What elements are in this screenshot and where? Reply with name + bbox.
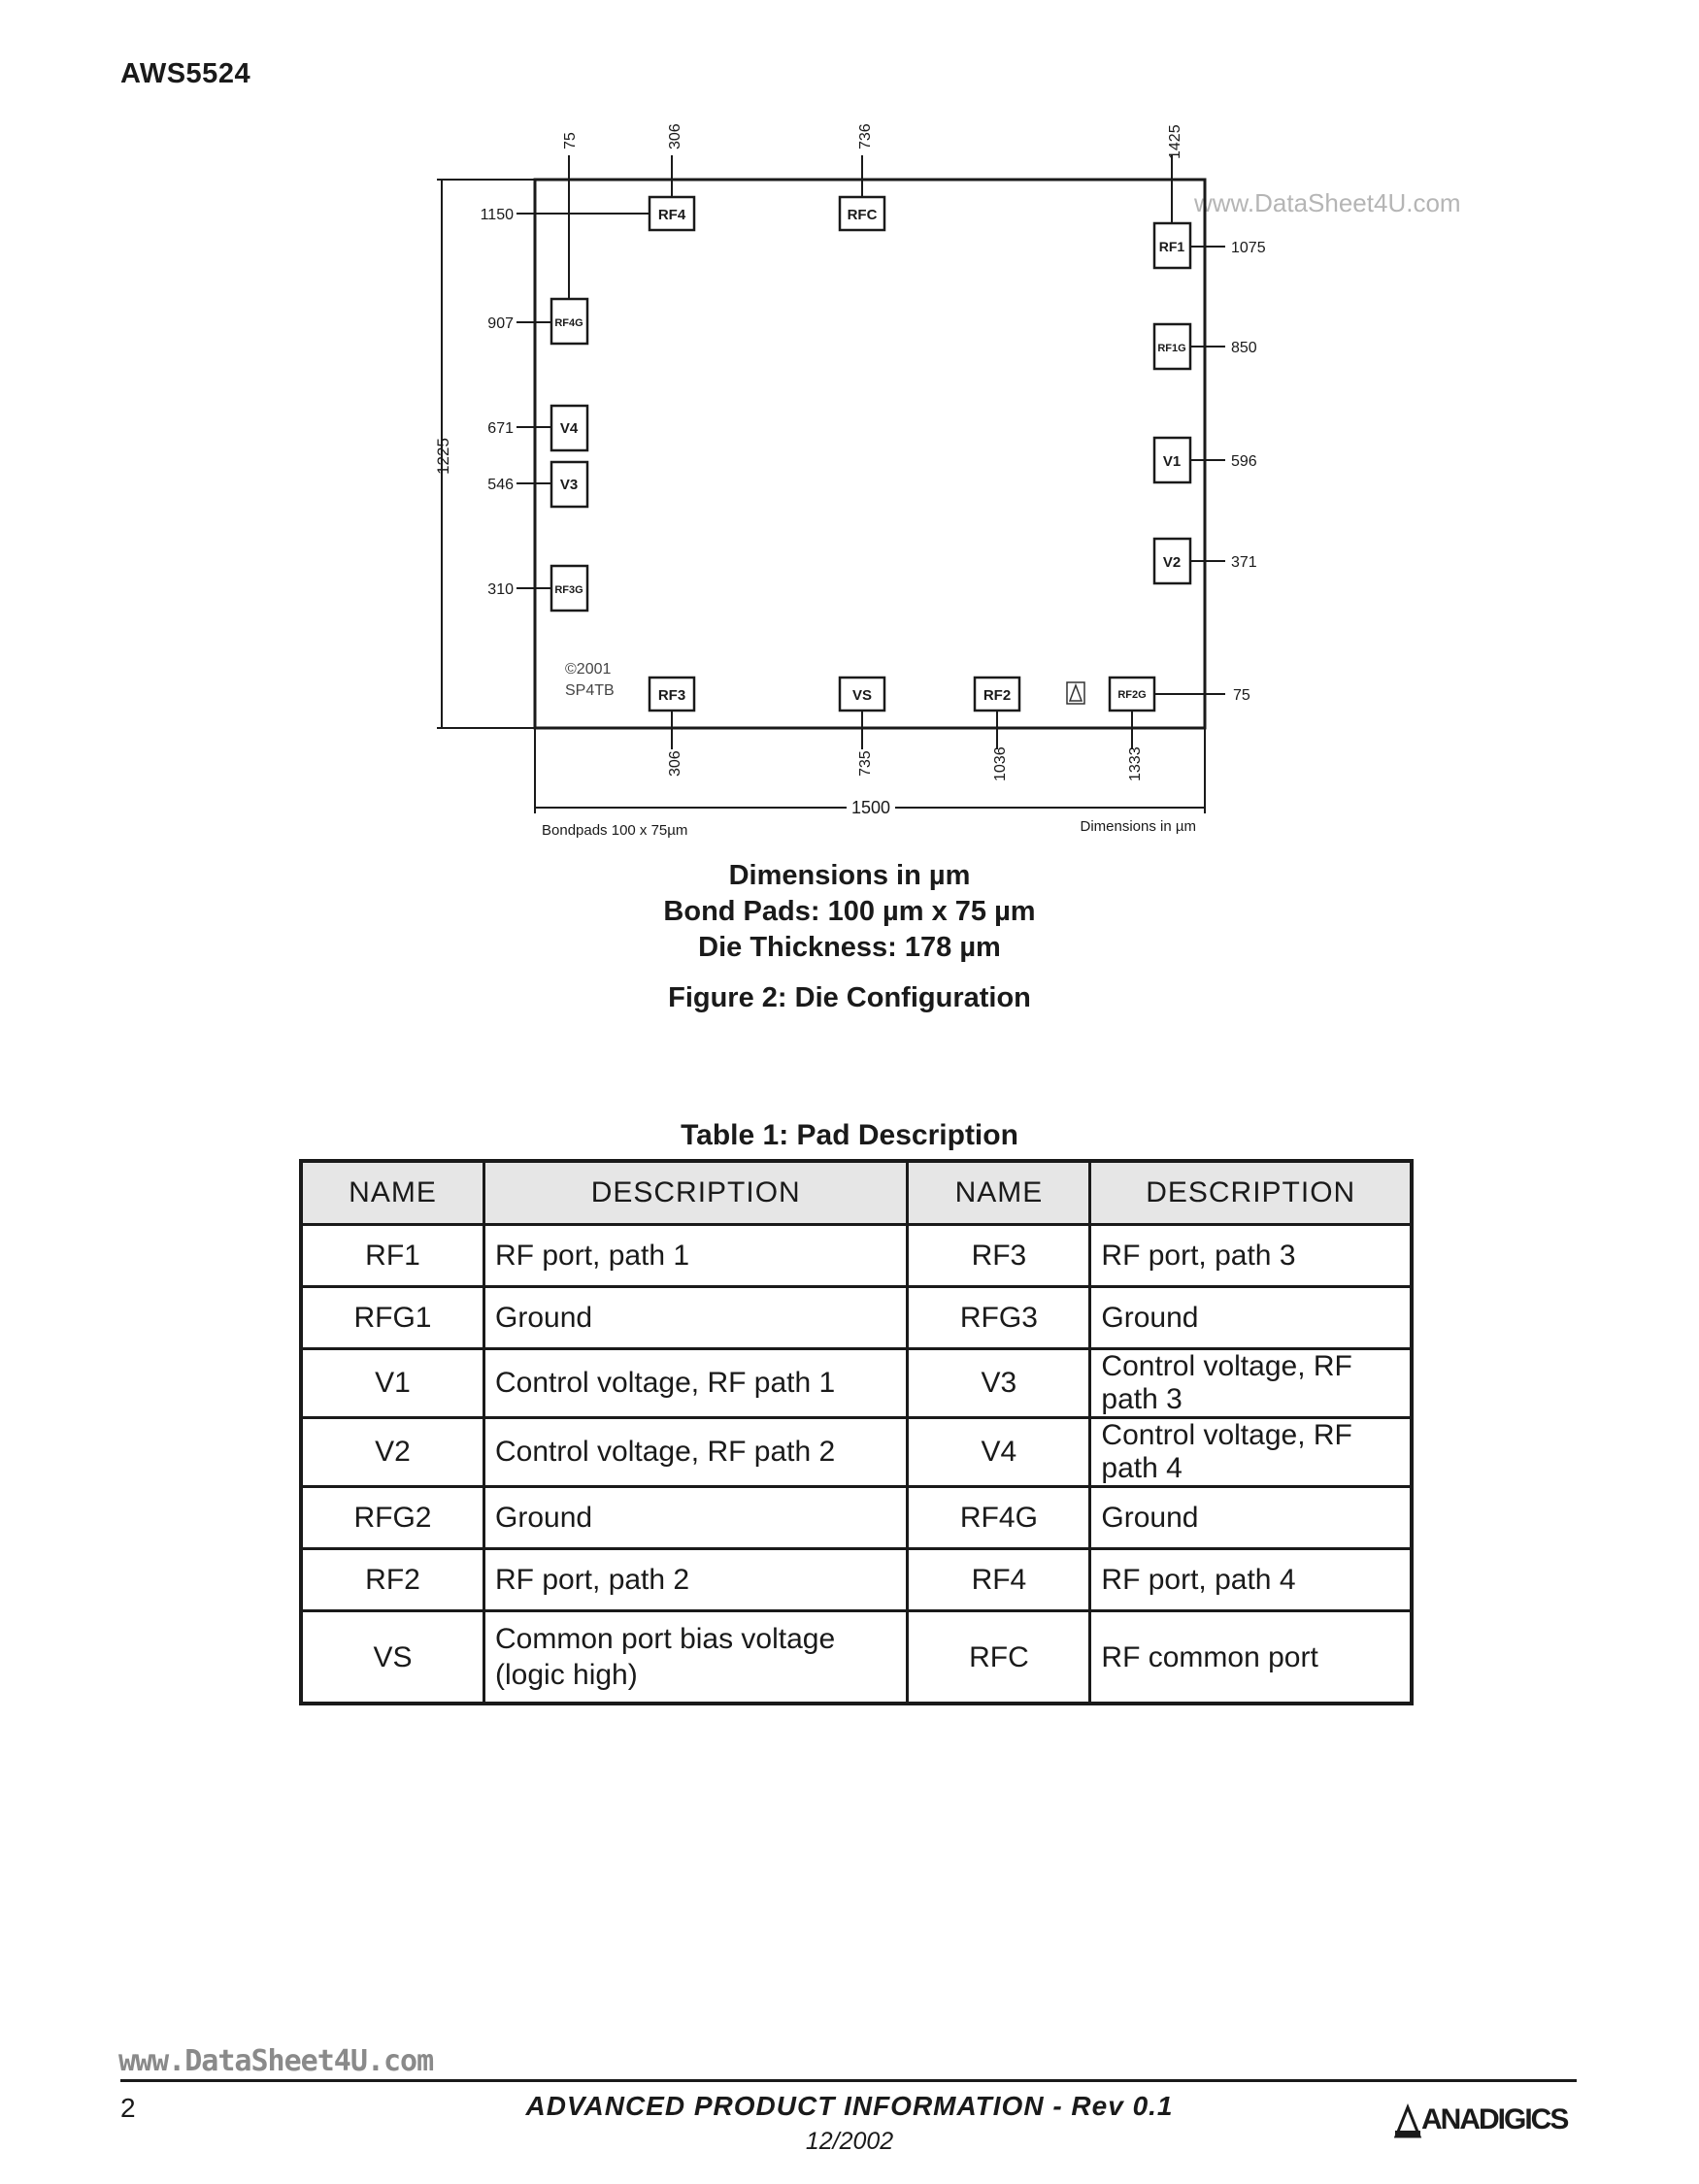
caption-dimensions: Dimensions in µm [728,860,971,891]
table-header-cell: NAME [301,1161,484,1225]
footer-info: ADVANCED PRODUCT INFORMATION - Rev 0.1 [525,2091,1174,2121]
dim-top-736: 736 [857,123,874,149]
table-cell-description: Ground [484,1487,908,1549]
table-cell-description: RF port, path 3 [1090,1225,1412,1287]
diagram-watermark: www.DataSheet4U.com [1194,188,1461,217]
table-cell-name: RFG1 [301,1287,484,1349]
table-title: Table 1: Pad Description [681,1119,1018,1151]
footer-divider [120,2079,1577,2082]
dim-bottom-1036: 1036 [992,746,1009,781]
dim-right-371: 371 [1231,554,1257,571]
width-dim-label: 1500 [850,798,891,817]
footer-watermark: www.DataSheet4U.com [118,2044,434,2078]
pad-vs-label: VS [851,687,873,704]
table-row [301,1349,1412,1418]
pad-rf3g-label: RF3G [554,584,583,596]
dim-bottom-735: 735 [857,750,874,777]
pad-v2-label: V2 [1162,554,1182,571]
table-header-row [301,1161,1412,1225]
table-cell-description: Control voltage, RF path 2 [484,1418,908,1487]
table-cell-description: Common port bias voltage (logic high) [484,1611,908,1704]
table-cell-description: Ground [1090,1487,1412,1549]
dim-left-907: 907 [487,315,514,332]
caption-bond-pads: Bond Pads: 100 µm x 75 µm [663,896,1036,927]
table-cell-name: RF1 [301,1225,484,1287]
dim-left-310: 310 [487,581,514,598]
table-cell-description: Ground [484,1287,908,1349]
pad-rf1g-label: RF1G [1157,343,1186,354]
pad-v4-label: V4 [559,420,579,437]
dims-note: Dimensions in µm [1080,818,1196,835]
table-cell-description: RF port, path 1 [484,1225,908,1287]
dim-right-596: 596 [1231,453,1257,470]
pad-rf3-label: RF3 [657,687,686,704]
table-cell-name: RF4 [908,1549,1090,1611]
table-row [301,1487,1412,1549]
table-cell-name: V2 [301,1418,484,1487]
dim-left-671: 671 [487,420,514,437]
dim-top-1425: 1425 [1167,124,1183,159]
pad-v3-label: V3 [559,477,579,493]
die-logo-icon [1067,682,1084,704]
table-cell-description: RF common port [1090,1611,1412,1704]
die-outline [535,180,1205,728]
figure-caption [0,858,1699,966]
dim-top-75: 75 [562,132,579,149]
copyright-mark-line1: ©2001 [565,661,612,678]
table-row [301,1287,1412,1349]
footer-date: 12/2002 [805,2128,894,2155]
anadigics-logo [1394,2101,1581,2140]
copyright-mark-line2: SP4TB [565,682,615,699]
dim-right-75: 75 [1233,687,1250,704]
table-cell-name: V4 [908,1418,1090,1487]
part-number: AWS5524 [120,58,251,89]
table-cell-description: Control voltage, RF path 1 [484,1349,908,1418]
table-row [301,1225,1412,1287]
table-header-cell: NAME [908,1161,1090,1225]
dim-right-1075: 1075 [1231,240,1266,256]
pad-rf2-label: RF2 [983,687,1012,704]
dim-left-1150: 1150 [480,207,514,223]
bondpads-note: Bondpads 100 x 75µm [542,822,688,839]
pad-rf1-label: RF1 [1158,239,1185,254]
pad-v1-label: V1 [1162,453,1182,470]
pad-description-table [299,1159,1414,1705]
dim-top-306: 306 [667,123,683,149]
table-cell-name: RF2 [301,1549,484,1611]
height-dim-label: 1225 [434,438,452,475]
table-header-cell: DESCRIPTION [484,1161,908,1225]
pad-rf2g-label: RF2G [1117,689,1147,701]
table-cell-description: RF port, path 2 [484,1549,908,1611]
die-configuration-diagram [0,0,1699,874]
table-cell-description: RF port, path 4 [1090,1549,1412,1611]
table-cell-name: RFG3 [908,1287,1090,1349]
table-cell-description: Control voltage, RF path 3 [1090,1349,1412,1418]
dim-left-546: 546 [487,477,514,493]
caption-die-thickness: Die Thickness: 178 µm [698,932,1001,963]
logo-wordmark: ANADIGICS [1421,2103,1568,2135]
table-cell-name: V1 [301,1349,484,1418]
table-cell-name: RF4G [908,1487,1090,1549]
table-row [301,1418,1412,1487]
table-row [301,1611,1412,1704]
dim-right-850: 850 [1231,340,1257,356]
pad-rfc-label: RFC [847,207,878,223]
dim-bottom-306: 306 [667,750,683,777]
dim-bottom-1333: 1333 [1127,746,1144,781]
figure-title: Figure 2: Die Configuration [668,982,1031,1013]
pad-rf4g-label: RF4G [554,317,583,329]
table-header-cell: DESCRIPTION [1090,1161,1412,1225]
table-cell-description: Control voltage, RF path 4 [1090,1418,1412,1487]
table-cell-name: V3 [908,1349,1090,1418]
table-cell-name: RF3 [908,1225,1090,1287]
table-cell-name: RFG2 [301,1487,484,1549]
table-cell-description: Ground [1090,1287,1412,1349]
page-number: 2 [120,2093,136,2123]
table-cell-name: RFC [908,1611,1090,1704]
table-row [301,1549,1412,1611]
pad-rf4-label: RF4 [657,207,686,223]
table-cell-name: VS [301,1611,484,1704]
